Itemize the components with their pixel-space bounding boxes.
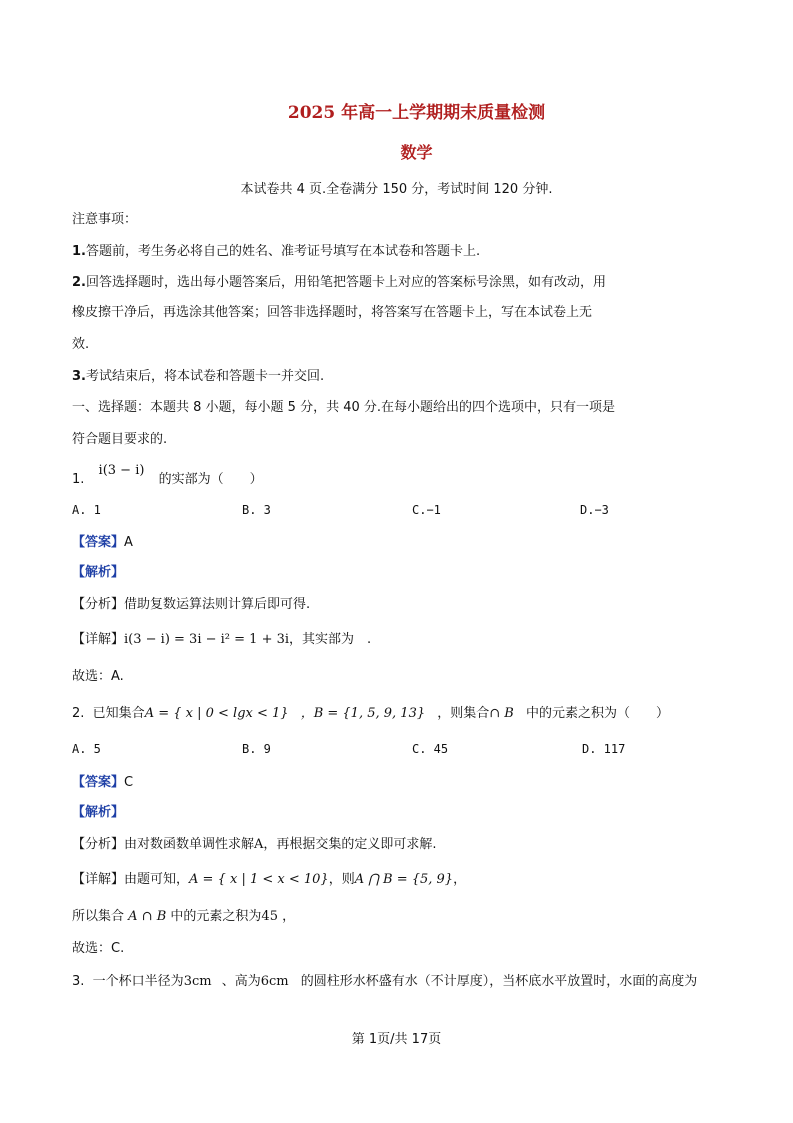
q2-analysis-tag: 【解析】	[72, 805, 125, 820]
q1-answer: 【答案】A	[72, 535, 133, 550]
section-heading-line2: 符合题目要求的.	[72, 432, 168, 447]
q2-answer: 【答案】C	[72, 775, 134, 790]
subject-title: 数学	[400, 143, 433, 162]
question-1: 1. i(3 − i) 的实部为（ ）	[72, 463, 263, 487]
note-1: 1.答题前，考生务必将自己的姓名、准考证号填写在本试卷和答题卡上.	[72, 244, 481, 259]
note-2-line3: 效.	[72, 337, 90, 352]
notes-heading: 注意事项：	[72, 212, 138, 227]
q2-option-b: B. 9	[242, 742, 271, 756]
q1-conclusion: 故选：A.	[72, 669, 124, 684]
q1-option-c: C.−1	[412, 503, 441, 517]
q1-option-b: B. 3	[242, 503, 271, 517]
q2-option-c: C. 45	[412, 742, 449, 756]
q2-option-d: D. 117	[582, 742, 626, 756]
exam-intro: 本试卷共 4 页.全卷满分 150 分，考试时间 120 分钟.	[240, 182, 553, 197]
note-2-line2: 橡皮擦干净后，再选涂其他答案；回答非选择题时，将答案写在答题卡上，写在本试卷上无	[72, 305, 593, 320]
question-3: 3. 一个杯口半径为3cm 、高为6cm 的圆柱形水杯盛有水（不计厚度），当杯底水平放置时，水面的高度为	[72, 974, 698, 989]
q2-xiangjie: 【详解】由题可知，A = { x | 1 < x < 10}，则A ⋂ B = {5, 9}，	[72, 872, 467, 887]
q2-option-a: A. 5	[72, 742, 101, 756]
page-footer: 第 1页/共 17页	[351, 1032, 442, 1047]
q1-xiangjie: 【详解】i(3 − i) = 3i − i² = 1 + 3i，其实部为 .	[72, 632, 372, 647]
q2-conclusion: 故选：C.	[72, 941, 125, 956]
section-heading: 一、选择题：本题共 8 小题，每小题 5 分，共 40 分.在每小题给出的四个选项中，只有一项是	[72, 400, 616, 415]
q1-option-a: A. 1	[72, 503, 101, 517]
note-3: 3.考试结束后，将本试卷和答题卡一并交回.	[72, 369, 325, 384]
q2-result: 所以集合 A ∩ B 中的元素之积为45 ，	[72, 909, 296, 924]
question-2: 2. 已知集合A = { x | 0 < lgx < 1} ，B = {1, 5, 9, 13} ，则集合∩ B 中的元素之积为（ ）	[72, 706, 669, 721]
q1-analysis-tag: 【解析】	[72, 565, 125, 580]
page-title: 2025 年高一上学期期末质量检测	[287, 103, 546, 123]
note-2: 2.回答选择题时，选出每小题答案后，用铅笔把答题卡上对应的答案标号涂黑，如有改动，用	[72, 275, 606, 290]
q1-option-d: D.−3	[580, 503, 609, 517]
q2-fenxi: 【分析】由对数函数单调性求解A，再根据交集的定义即可求解.	[72, 837, 437, 852]
q1-fenxi: 【分析】借助复数运算法则计算后即可得.	[72, 597, 311, 612]
